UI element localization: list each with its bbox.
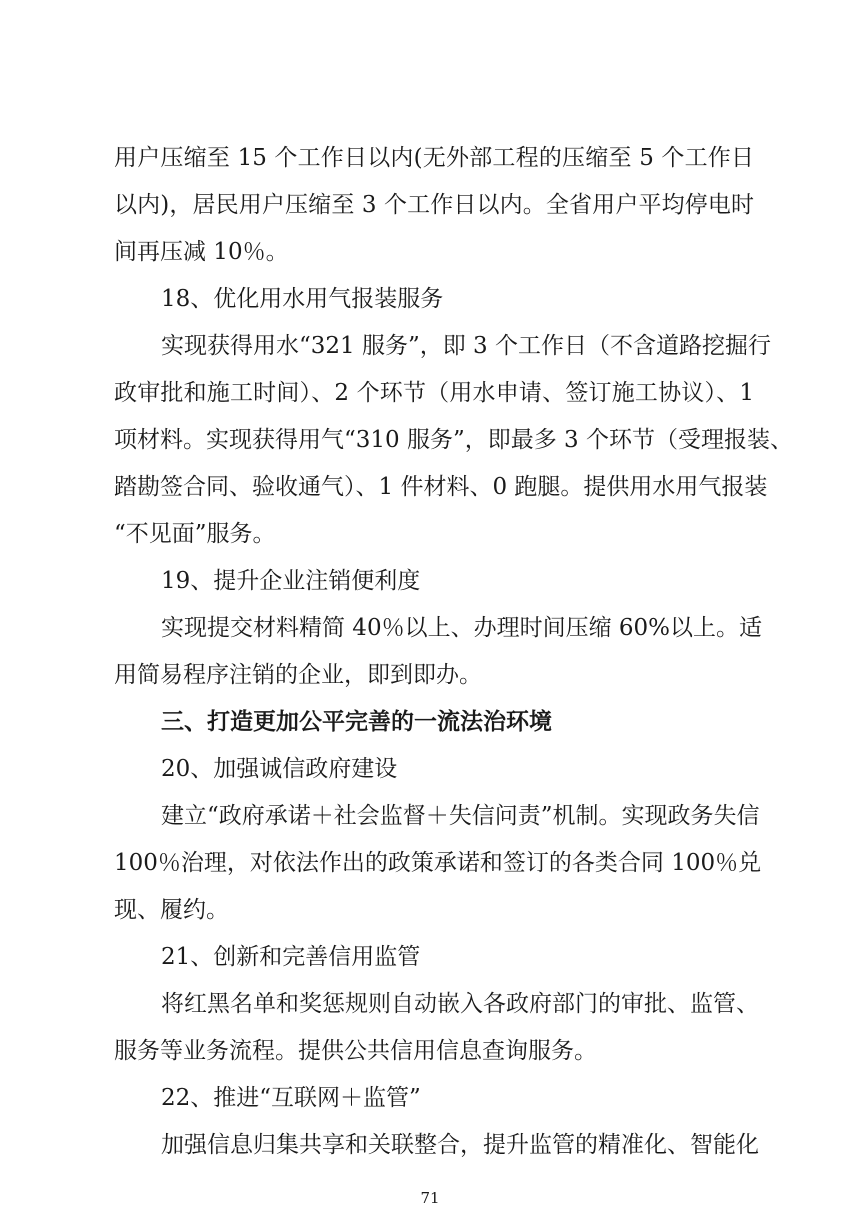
- page-number: 71: [420, 1189, 440, 1207]
- body-line: 100％治理，对依法作出的政策承诺和签订的各类合同 100％兑: [114, 850, 762, 876]
- body-line: 政审批和施工时间）、2 个环节（用水申请、签订施工协议）、1: [114, 380, 754, 406]
- body-line: 踏勘签合同、验收通气）、1 件材料、0 跑腿。提供用水用气报装: [114, 474, 768, 500]
- section-heading-18: 18、优化用水用气报装服务: [161, 286, 444, 312]
- section-heading-21: 21、创新和完善信用监管: [161, 944, 421, 970]
- section-heading-19: 19、提升企业注销便利度: [161, 568, 421, 594]
- chapter-heading: 三、打造更加公平完善的一流法治环境: [161, 709, 552, 735]
- body-line: 加强信息归集共享和关联整合，提升监管的精准化、智能化: [161, 1132, 759, 1158]
- body-line: 实现获得用水“321 服务”，即 3 个工作日（不含道路挖掘行: [161, 333, 771, 359]
- body-line: 建立“政府承诺＋社会监督＋失信问责”机制。实现政务失信: [161, 803, 760, 829]
- body-line: “不见面”服务。: [114, 521, 276, 547]
- body-line: 实现提交材料精简 40％以上、办理时间压缩 60%以上。适: [161, 615, 763, 641]
- body-line: 以内)，居民用户压缩至 3 个工作日以内。全省用户平均停电时: [114, 192, 754, 218]
- body-line: 将红黑名单和奖惩规则自动嵌入各政府部门的审批、监管、: [161, 991, 759, 1017]
- section-heading-20: 20、加强诚信政府建设: [161, 756, 398, 782]
- body-line: 间再压减 10％。: [114, 239, 289, 265]
- body-line: 服务等业务流程。提供公共信用信息查询服务。: [114, 1038, 597, 1064]
- body-line: 项材料。实现获得用气“310 服务”，即最多 3 个环节（受理报装、: [114, 427, 793, 453]
- body-line: 用简易程序注销的企业，即到即办。: [114, 662, 482, 688]
- body-line: 用户压缩至 15 个工作日以内(无外部工程的压缩至 5 个工作日: [114, 145, 754, 171]
- section-heading-22: 22、推进“互联网＋监管”: [161, 1085, 421, 1111]
- body-line: 现、履约。: [114, 897, 229, 923]
